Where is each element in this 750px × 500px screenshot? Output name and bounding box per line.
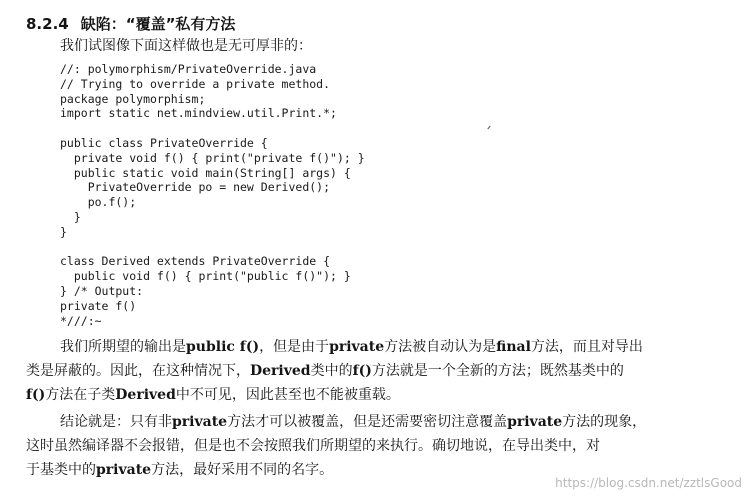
code-line: private void f() { print("private f()"); } (60, 150, 365, 165)
paragraph-2-line-1: 结论就是：只有非private方法才可以被覆盖，但是还需要密切注意覆盖private方法的现象， (60, 414, 647, 431)
section-heading (26, 14, 716, 34)
intro-text: 我们试图像下面这样做也是无可厚非的： (60, 38, 312, 54)
paragraph-1-line-3: f()方法在子类Derived中不可见，因此甚至也不能被重载。 (26, 387, 400, 404)
code-line: PrivateOverride po = new Derived(); (60, 180, 331, 195)
section-number: 8.2.4 (26, 15, 69, 33)
code-line: po.f(); (60, 195, 137, 210)
section-title: 缺陷：“覆盖”私有方法 (80, 15, 236, 33)
code-line: class Derived extends PrivateOverride { (60, 254, 331, 269)
code-line: public void f() { print("public f()"); } (60, 269, 351, 284)
code-line: public class PrivateOverride { (60, 135, 268, 150)
code-line (60, 240, 716, 255)
code-line: //: polymorphism/PrivateOverride.java (60, 62, 317, 76)
code-line: *///:~ (60, 313, 102, 328)
code-line: package polymorphism; (60, 91, 206, 106)
code-line: import static net.mindview.util.Print.*; (60, 106, 337, 121)
code-listing (60, 62, 716, 328)
code-line: // Trying to override a private method. (60, 76, 331, 91)
paragraph-2-line-2: 这时虽然编译器不会报错，但是也不会按照我们所期望的来执行。确切地说，在导出类中，对 (26, 438, 600, 455)
paragraph-2-line-3: 于基类中的private方法，最好采用不同的名字。 (26, 462, 334, 479)
code-line (60, 121, 716, 136)
paragraph-1-line-1: 我们所期望的输出是public f()，但是由于private方法被自动认为是final方法，而且对导出 (60, 339, 643, 356)
code-line: } (60, 209, 81, 224)
code-line: } (60, 224, 67, 239)
code-line: private f() (60, 298, 137, 313)
code-line: } /* Output: (60, 283, 144, 298)
code-line: public static void main(String[] args) { (60, 165, 351, 180)
paragraph-1-line-2: 类是屏蔽的。因此，在这种情况下，Derived类中的f()方法就是一个全新的方法；既然基类中的 (26, 363, 624, 380)
watermark: https://blog.csdn.net/zztlsGood (555, 476, 742, 490)
